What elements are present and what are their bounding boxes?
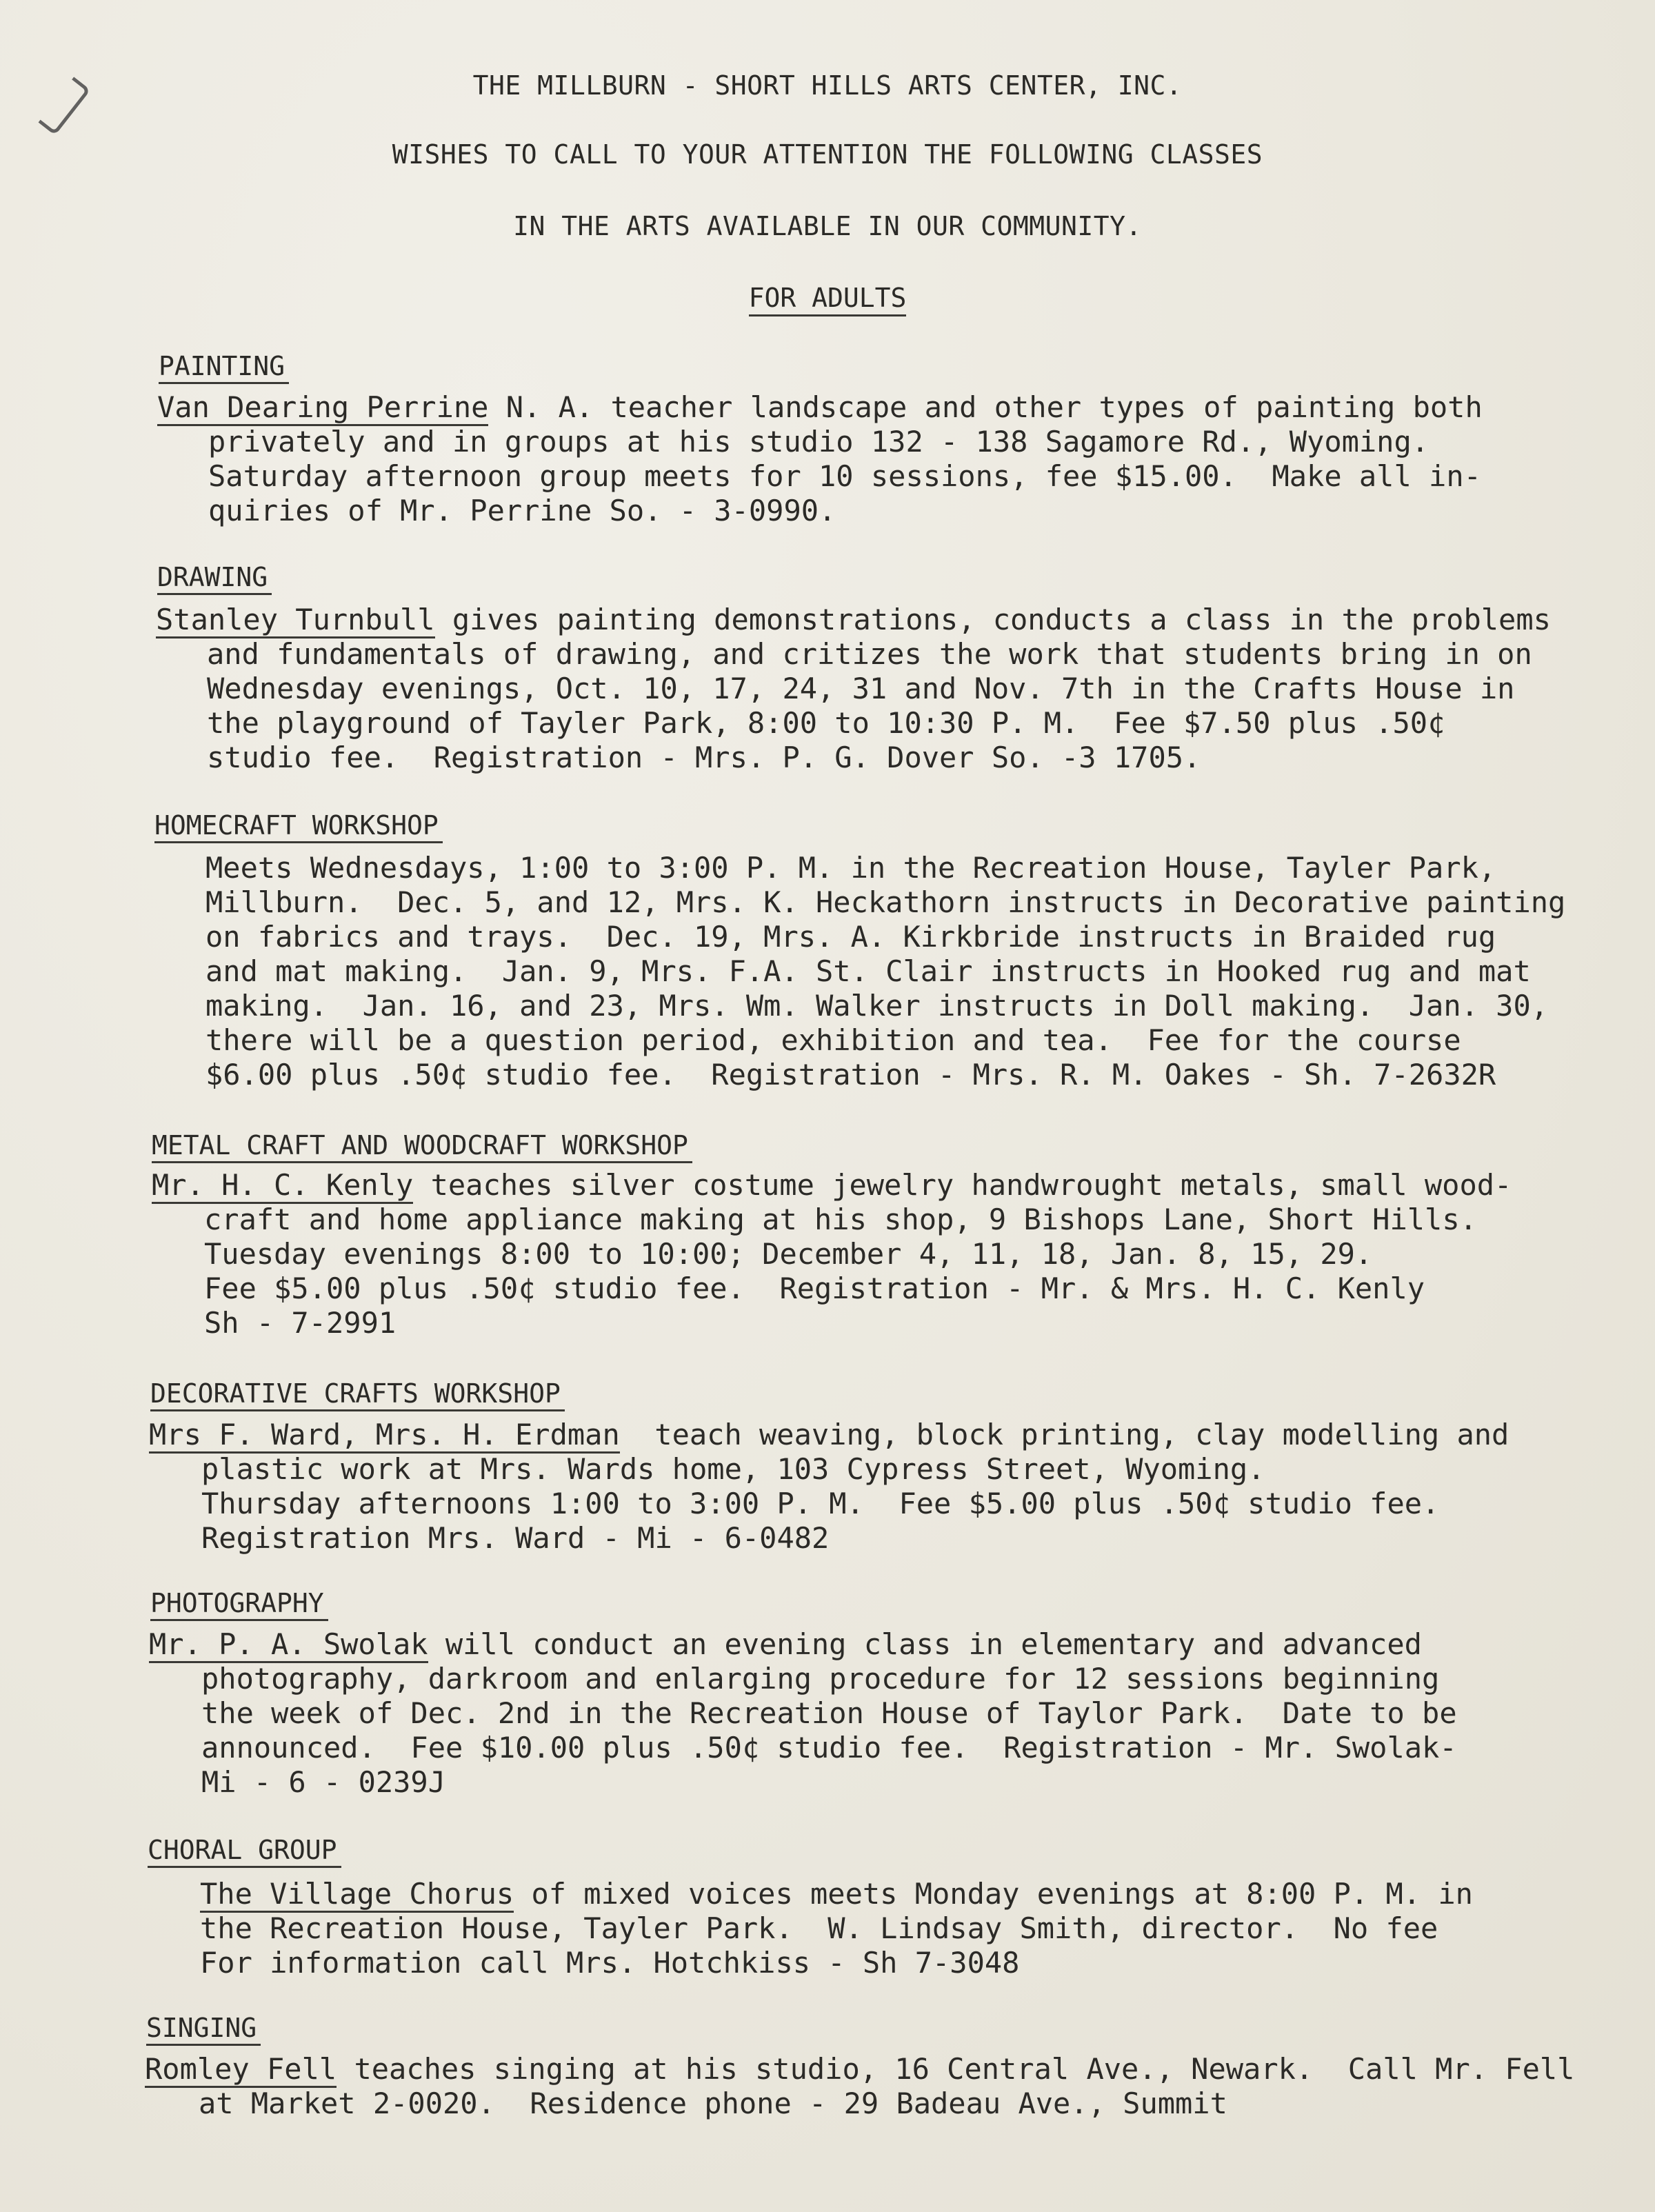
heading-photography: PHOTOGRAPHY [150,1587,328,1621]
homecraft-line-1: Meets Wednesdays, 1:00 to 3:00 P. M. in the Recreation House, Tayler Park, [205,851,1496,885]
singing-line-2: at Market 2-0020. Residence phone - 29 Badeau Ave., Summit [199,2087,1227,2120]
photography-line-5: Mi - 6 - 0239J [201,1765,446,1799]
decorative-line-2: plastic work at Mrs. Wards home, 103 Cypress Street, Wyoming. [201,1452,1265,1486]
drawing-line-2: and fundamentals of drawing, and critizes the work that students bring in on [207,637,1532,671]
metalcraft-line-5: Sh - 7-2991 [204,1306,397,1340]
drawing-line-4: the playground of Tayler Park, 8:00 to 10:30 P. M. Fee $7.50 plus .50¢ [207,706,1445,740]
drawing-instructor: Stanley Turnbull [156,603,435,639]
drawing-line-3: Wednesday evenings, Oct. 10, 17, 24, 31 and Nov. 7th in the Crafts House in [207,672,1515,705]
metalcraft-line-4: Fee $5.00 plus .50¢ studio fee. Registration - Mr. & Mrs. H. C. Kenly [204,1271,1425,1305]
org-title: THE MILLBURN - SHORT HILLS ARTS CENTER, INC. [472,70,1183,101]
painting-line-1 [157,390,1483,425]
metalcraft-line-3: Tuesday evenings 8:00 to 10:00; December 4, 11, 18, Jan. 8, 15, 29. [204,1237,1373,1271]
homecraft-line-4: and mat making. Jan. 9, Mrs. F.A. St. Clair instructs in Hooked rug and mat [205,954,1531,988]
subhead-text: FOR ADULTS [749,283,907,316]
homecraft-line-5: making. Jan. 16, and 23, Mrs. Wm. Walker instructs in Doll making. Jan. 30, [205,989,1549,1023]
homecraft-line-7: $6.00 plus .50¢ studio fee. Registration - Mrs. R. M. Oakes - Sh. 7-2632R [205,1058,1496,1092]
homecraft-line-2: Millburn. Dec. 5, and 12, Mrs. K. Heckathorn instructs in Decorative painting [205,885,1566,919]
heading-decorative: DECORATIVE CRAFTS WORKSHOP [150,1378,565,1411]
singing-instructor: Romley Fell [145,2052,337,2088]
decorative-line-4: Registration Mrs. Ward - Mi - 6-0482 [201,1521,830,1555]
choral-text-1: of mixed voices meets Monday evenings at 8:00 P. M. in [514,1877,1473,1911]
photography-instructor: Mr. P. A. Swolak [149,1627,428,1663]
painting-text-1: N. A. teacher landscape and other types of painting both [488,390,1483,424]
metalcraft-line-1 [152,1168,1512,1203]
decorative-text-1: teach weaving, block printing, clay modelling and [619,1418,1509,1451]
photography-text-1: will conduct an evening class in elementary and advanced [428,1627,1422,1661]
heading-singing: SINGING [146,2012,261,2046]
singing-line-1 [145,2052,1574,2087]
painting-line-3: Saturday afternoon group meets for 10 sessions, fee $15.00. Make all in- [208,459,1481,493]
heading-metalcraft: METAL CRAFT AND WOODCRAFT WORKSHOP [152,1129,692,1163]
homecraft-line-3: on fabrics and trays. Dec. 19, Mrs. A. Kirkbride instructs in Braided rug [205,920,1496,954]
drawing-text-1: gives painting demonstrations, conducts a class in the problems [434,603,1551,636]
intro-line-2: IN THE ARTS AVAILABLE IN OUR COMMUNITY. [513,211,1142,241]
choral-line-1 [200,1877,1473,1911]
homecraft-line-6: there will be a question period, exhibition and tea. Fee for the course [205,1023,1461,1057]
decorative-instructors: Mrs F. Ward, Mrs. H. Erdman [149,1418,620,1454]
photography-line-4: announced. Fee $10.00 plus .50¢ studio fee. Registration - Mr. Swolak- [201,1731,1457,1764]
heading-painting: PAINTING [159,350,289,384]
painting-line-4: quiries of Mr. Perrine So. - 3-0990. [208,494,836,527]
drawing-line-5: studio fee. Registration - Mrs. P. G. Dover So. -3 1705. [207,741,1201,774]
choral-line-2: the Recreation House, Tayler Park. W. Lindsay Smith, director. No fee [200,1911,1438,1945]
metalcraft-line-2: craft and home appliance making at his shop, 9 Bishops Lane, Short Hills. [204,1203,1477,1236]
choral-group-name: The Village Chorus [200,1877,514,1913]
heading-choral: CHORAL GROUP [148,1834,341,1868]
singing-text-1: teaches singing at his studio, 16 Central Ave., Newark. Call Mr. Fell [337,2052,1575,2086]
decorative-line-3: Thursday afternoons 1:00 to 3:00 P. M. Fee $5.00 plus .50¢ studio fee. [201,1487,1440,1520]
painting-instructor: Van Dearing Perrine [157,390,488,426]
painting-line-2: privately and in groups at his studio 132 - 138 Sagamore Rd., Wyoming. [208,425,1430,459]
section-subhead [0,283,1655,313]
metalcraft-text-1: teaches silver costume jewelry handwrought metals, small wood- [413,1168,1512,1202]
decorative-line-1 [149,1418,1509,1452]
heading-drawing: DRAWING [157,561,272,595]
heading-homecraft: HOMECRAFT WORKSHOP [154,810,443,843]
drawing-line-1 [156,603,1551,637]
photography-line-1 [149,1627,1422,1662]
choral-line-3: For information call Mrs. Hotchkiss - Sh 7-3048 [200,1946,1020,1980]
photography-line-3: the week of Dec. 2nd in the Recreation House of Taylor Park. Date to be [201,1696,1457,1730]
photography-line-2: photography, darkroom and enlarging procedure for 12 sessions beginning [201,1662,1440,1696]
intro-line-1: WISHES TO CALL TO YOUR ATTENTION THE FOLLOWING CLASSES [392,139,1263,170]
metalcraft-instructor: Mr. H. C. Kenly [152,1168,413,1204]
